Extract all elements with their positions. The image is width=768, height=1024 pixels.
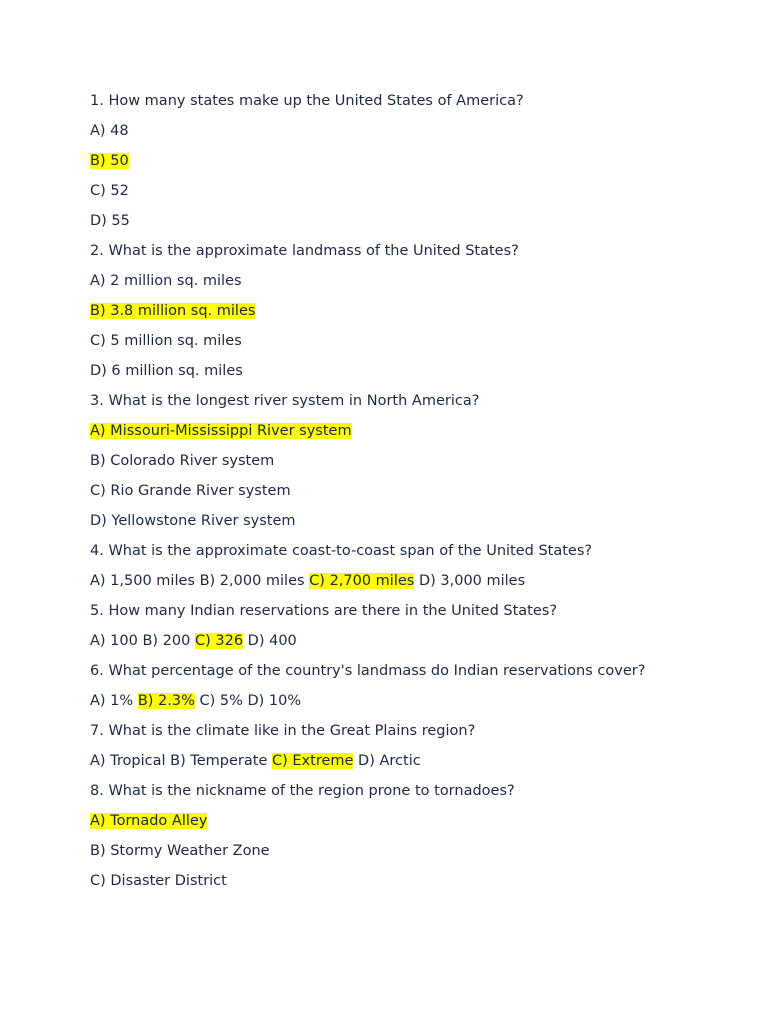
answer-options-row (90, 571, 650, 591)
answer-option (90, 871, 650, 891)
text-segment: 5. How many Indian reservations are there in the United States? (90, 603, 558, 619)
text-segment: D) 55 (90, 213, 130, 229)
text-segment: D) 3,000 miles (414, 573, 526, 589)
question-text (90, 781, 650, 801)
question-text (90, 391, 650, 411)
text-segment: 1. How many states make up the United States of America? (90, 93, 524, 109)
text-segment: C) Rio Grande River system (90, 483, 291, 499)
answer-option (90, 421, 650, 441)
highlighted-answer: C) 2,700 miles (309, 573, 415, 589)
text-segment: 6. What percentage of the country's landmass do Indian reservations cover? (90, 663, 646, 679)
question-text (90, 661, 650, 681)
highlighted-answer: B) 50 (90, 153, 129, 169)
text-segment: D) Yellowstone River system (90, 513, 296, 529)
text-segment: A) Tropical B) Temperate (90, 753, 272, 769)
answer-option (90, 151, 650, 171)
highlighted-answer: B) 3.8 million sq. miles (90, 303, 256, 319)
text-segment: A) 100 B) 200 (90, 633, 195, 649)
text-segment: 4. What is the approximate coast-to-coast span of the United States? (90, 543, 593, 559)
answer-option (90, 211, 650, 231)
answer-option (90, 331, 650, 351)
text-segment: 8. What is the nickname of the region prone to tornadoes? (90, 783, 515, 799)
text-segment: C) 5% D) 10% (194, 693, 302, 709)
answer-option (90, 841, 650, 861)
answer-options-row (90, 691, 650, 711)
question-text (90, 601, 650, 621)
question-text (90, 91, 650, 111)
question-text (90, 241, 650, 261)
text-segment: B) Stormy Weather Zone (90, 843, 270, 859)
text-segment: A) 1% (90, 693, 138, 709)
text-segment: 3. What is the longest river system in North America? (90, 393, 480, 409)
text-segment: A) 1,500 miles B) 2,000 miles (90, 573, 310, 589)
answer-option (90, 451, 650, 471)
text-segment: C) 52 (90, 183, 129, 199)
quiz-content (90, 91, 650, 901)
answer-option (90, 121, 650, 141)
text-segment: C) 5 million sq. miles (90, 333, 242, 349)
text-segment: A) 48 (90, 123, 129, 139)
text-segment: D) 6 million sq. miles (90, 363, 243, 379)
text-segment: D) 400 (243, 633, 297, 649)
question-text (90, 541, 650, 561)
text-segment: B) Colorado River system (90, 453, 275, 469)
answer-option (90, 181, 650, 201)
answer-options-row (90, 631, 650, 651)
highlighted-answer: C) 326 (194, 633, 244, 649)
highlighted-answer: A) Tornado Alley (90, 813, 208, 829)
text-segment: 7. What is the climate like in the Great Plains region? (90, 723, 476, 739)
answer-option (90, 511, 650, 531)
highlighted-answer: B) 2.3% (137, 693, 195, 709)
answer-option (90, 811, 650, 831)
question-text (90, 721, 650, 741)
text-segment: A) 2 million sq. miles (90, 273, 242, 289)
highlighted-answer: C) Extreme (272, 753, 354, 769)
answer-option (90, 481, 650, 501)
text-segment: 2. What is the approximate landmass of the United States? (90, 243, 519, 259)
text-segment: C) Disaster District (90, 873, 227, 889)
answer-option (90, 271, 650, 291)
answer-option (90, 361, 650, 381)
highlighted-answer: A) Missouri-Mississippi River system (90, 423, 352, 439)
text-segment: D) Arctic (353, 753, 421, 769)
answer-options-row (90, 751, 650, 771)
answer-option (90, 301, 650, 321)
